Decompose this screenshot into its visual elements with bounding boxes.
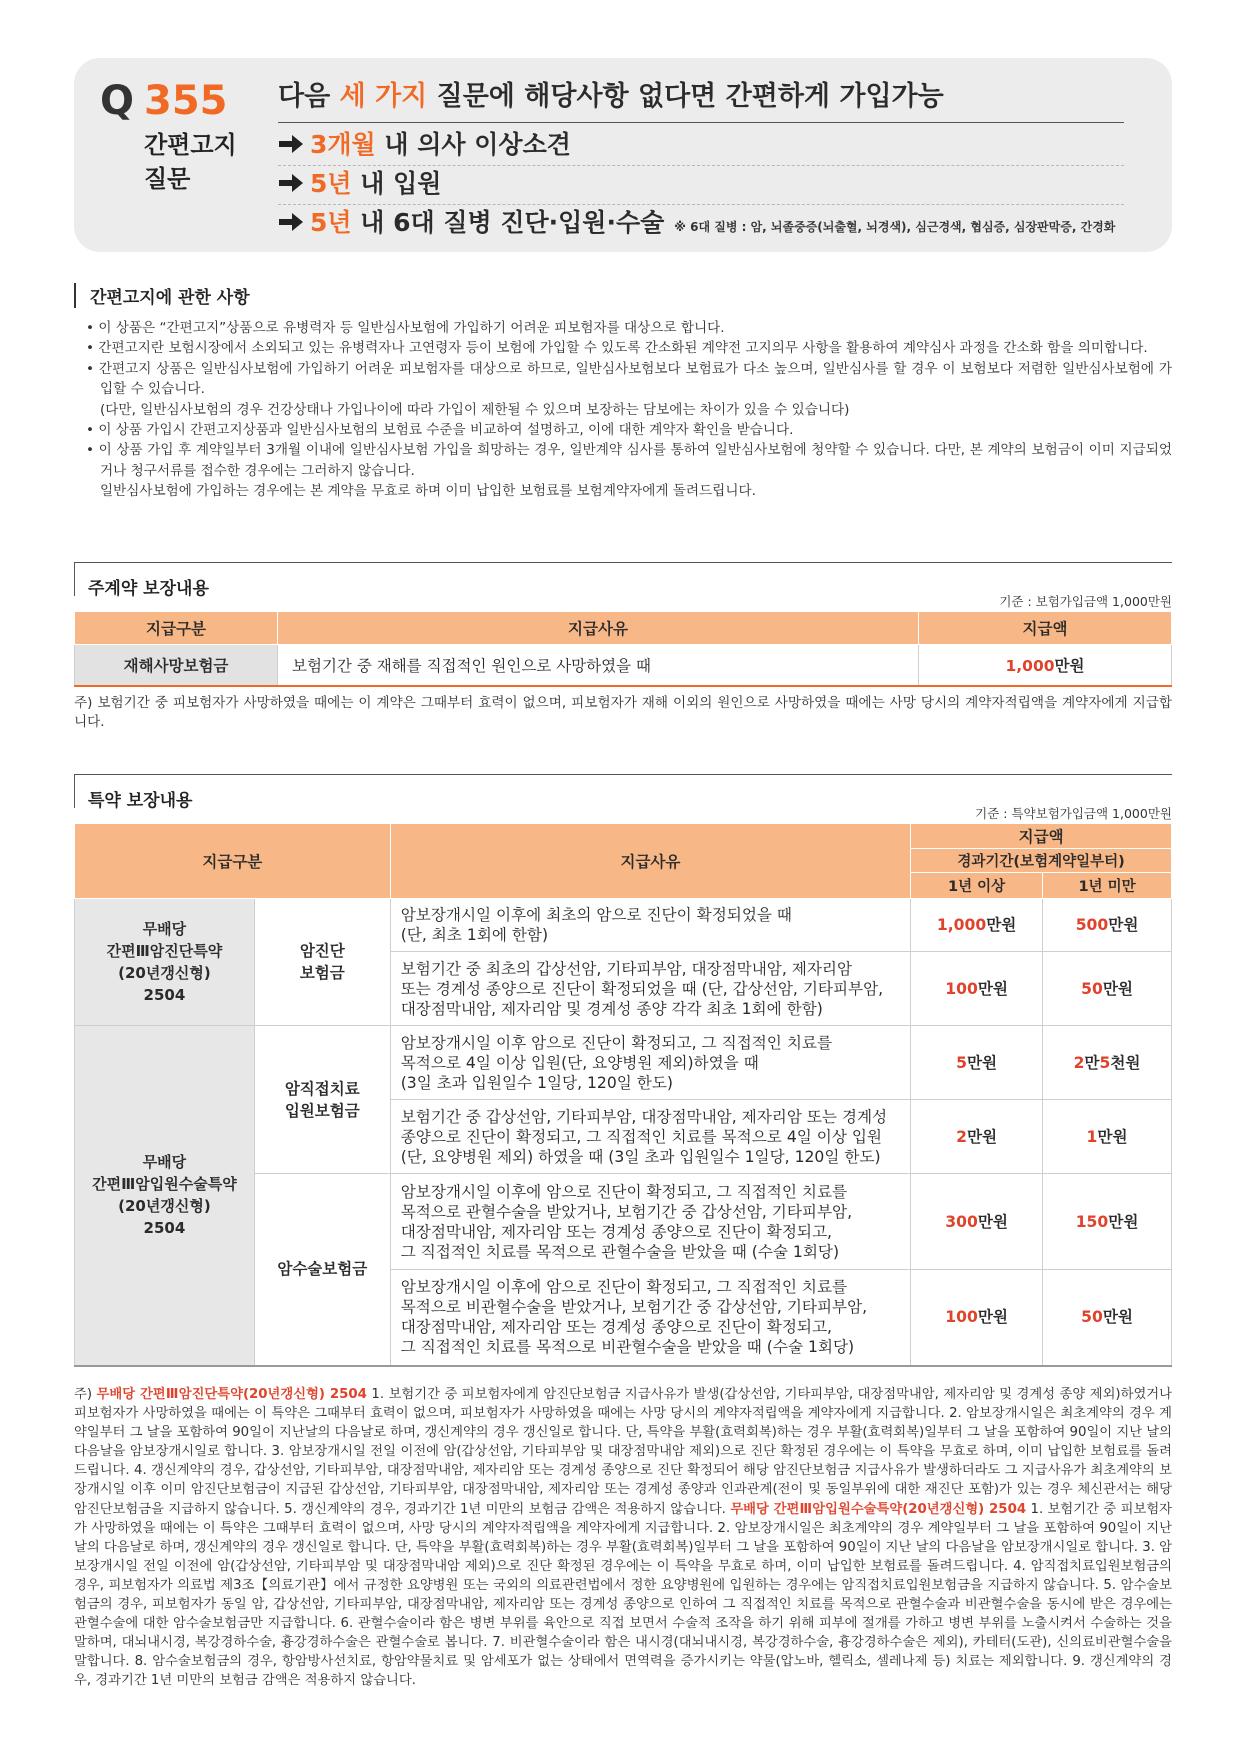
right-arrow-icon	[278, 213, 304, 231]
notice-list	[86, 318, 1172, 502]
column-header: 경과기간(보험계약일부터)	[911, 849, 1172, 873]
basis-note: 기준 : 보험가입금액 1,000만원	[999, 594, 1172, 609]
section-heading-main-contract: 주계약 보장내용	[88, 579, 209, 599]
question-title: 다음 세 가지 질문에 해당사항 없다면 간편하게 가입가능	[278, 74, 1124, 123]
list-item: • 이 상품 가입시 간편고지상품과 일반심사보험의 보험료 수준을 비교하여 설명하고, 이에 대한 계약자 확인을 받습니다.	[86, 422, 794, 439]
question-type: 간편고지 질문	[144, 131, 237, 193]
column-header: 지급구분	[75, 824, 391, 899]
column-header: 1년 이상	[911, 873, 1043, 899]
column-header: 지급사유	[278, 612, 919, 645]
column-header: 1년 미만	[1043, 873, 1172, 899]
column-header: 지급구분	[75, 612, 278, 645]
question-box	[74, 58, 1172, 252]
table-row: 재해사망보험금 보험기간 중 재해를 직접적인 원인으로 사망하였을 때 1,000만원	[75, 645, 1172, 687]
question-item: 5년 내 6대 질병 진단·입원·수술 ※ 6대 질병 : 암, 뇌졸중증(뇌출혈, 뇌경색), 심근경색, 협심증, 심장판막증, 간경화	[278, 203, 1124, 243]
section-divider	[74, 562, 1172, 563]
table-row: 보험기간 중 갑상선암, 기타피부암, 대장점막내암, 제자리암 또는 경계성 종양으로 진단이 확정되고, 그 직접적인 치료를 목적으로 4일 이상 입원 (단, 요양병원 제외) 하였을 때 (3일 초과 입원일수 1일당, 120일 한도) 2만원 1만원	[75, 1100, 1172, 1174]
question-number: Q 355	[100, 78, 228, 124]
section-divider	[74, 774, 1172, 775]
benefit-name: 암수술보험금	[254, 1174, 390, 1366]
question-item: 5년 내 입원	[278, 164, 1124, 205]
table-row: 무배당 간편Ⅲ암입원수술특약 (20년갱신형) 2504 암직접치료 입원보험금 암보장개시일 이후 암으로 진단이 확정되고, 그 직접적인 치료를 목적으로 4일 이상 입원(단, 요양병원 제외)하였을 때 (3일 초과 입원일수 1일당, 120일 한도) 5만원 2만5천원	[75, 1026, 1172, 1100]
disease-footnote: ※ 6대 질병 : 암, 뇌졸중증(뇌출혈, 뇌경색), 심근경색, 협심증, 심장판막증, 간경화	[674, 220, 1116, 234]
benefit-name: 암직접치료 입원보험금	[254, 1026, 390, 1174]
rider-table	[74, 823, 1172, 1367]
list-item: • 이 상품 가입 후 계약일부터 3개월 이내에 일반심사보험 가입을 희망하는 경우, 일반계약 심사를 통하여 일반심사보험에 청약할 수 있습니다. 다만, 본 계약의 보험금이 이미 지급되었거나 청구서류를 접수한 경우에는 그러하지 않습니다.	[86, 442, 1172, 479]
list-item: • 이 상품은 “간편고지”상품으로 유병력자 등 일반심사보험에 가입하기 어려운 피보험자를 대상으로 합니다.	[86, 320, 725, 336]
basis-note: 기준 : 특약보험가입금액 1,000만원	[975, 806, 1172, 821]
table-row: 보험기간 중 최초의 갑상선암, 기타피부암, 대장점막내암, 제자리암 또는 경계성 종양으로 진단이 확정되었을 때 (단, 갑상선암, 기타피부암, 대장점막내암, 제자리암 및 경계성 종양 각각 최초 1회에 한함) 100만원 50만원	[75, 952, 1172, 1026]
table-row: 암수술보험금 암보장개시일 이후에 암으로 진단이 확정되고, 그 직접적인 치료를 목적으로 관혈수술을 받았거나, 보험기간 중 갑상선암, 기타피부암, 대장점막내암, 제자리암 또는 경계성 종양으로 진단이 확정되고, 그 직접적인 치료를 목적으로 관혈수술을 받았을 때 (수술 1회당) 300만원 150만원	[75, 1174, 1172, 1270]
column-header: 지급사유	[390, 824, 910, 899]
rider-name: 무배당 간편Ⅲ암입원수술특약 (20년갱신형) 2504	[75, 1026, 255, 1366]
benefit-name: 암진단 보험금	[254, 899, 390, 1026]
section-heading-rider: 특약 보장내용	[88, 791, 193, 811]
column-header: 지급액	[911, 824, 1172, 849]
list-subnote: (다만, 일반심사보험의 경우 건강상태나 가입나이에 따라 가입이 제한될 수 있으며 보장하는 담보에는 차이가 있을 수 있습니다)	[100, 401, 850, 418]
rider-note: 주) 무배당 간편Ⅲ암진단특약(20년갱신형) 2504 1. 보험기간 중 피보험자에게 암진단보험금 지급사유가 발생(갑상선암, 기타피부암, 대장점막내암, 제자리암 및 경계성 종양 제외)하였거나 피보험자가 사망하였을 때에는 이 특약은 그때부터 효력이 없으며, 피보험자가 사망하였을 때에는 사망 당시의 계약자적립액을 계약자에게 지급합니다. 2. 암보장개시일은 최초계약의 경우 계약일부터 그 날을 포함하여 90일이 지난날의 다음날로 하며, 갱신계약의 경우 갱신일로 합니다. 단, 특약을 부활(효력회복)하는 경우 부활(효력회복)일부터 그 날을 포함하여 90일이 지난 날의 다음날을 암보장개시일로 합니다. 3. 암보장개시일 전일 이전에 암(갑상선암, 기타피부암 및 대장점막내암 제외)으로 진단 확정된 경우에는 이 특약을 무효로 하며, 이미 납입한 보험료를 돌려드립니다. 4. 갱신계약의 경우, 갑상선암, 기타피부암, 대장점막내암, 제자리암 또는 경계성 종양으로 진단 확정되어 해당 암진단보험금 지급사유가 발생하더라도 그 지급사유가 최초계약의 보장개시일 이후 이미 암진단보험금이 지급된 갑상선암, 기타피부암, 대장점막내암, 제자리암 또는 경계성 종양과 인과관계(전이 및 동일부위에 대한 재진단 포함)가 있는 경우 체신관서는 해당 암진단보험금을 지급하지 않습니다. 5. 갱신계약의 경우, 경과기간 1년 미만의 보험금 감액은 적용하지 않습니다. 무배당 간편Ⅲ암입원수술특약(20년갱신형) 2504 1. 보험기간 중 피보험자가 사망하였을 때에는 이 특약은 그때부터 효력이 없으며, 사망 당시의 계약자적립액을 계약자에게 지급합니다. 2. 암보장개시일은 최초계약의 경우 계약일부터 그 날을 포함하여 90일이 지난날의 다음날로 하며, 갱신계약의 경우 갱신일로 합니다. 단, 특약을 부활(효력회복)하는 경우 부활(효력회복)일부터 그 날을 포함하여 90일이 지난 날의 다음날을 암보장개시일로 합니다. 3. 암보장개시일 전일 이전에 암(갑상선암, 기타피부암 및 대장점막내암 제외)으로 진단 확정된 경우에는 이 특약을 무효로 하며, 이미 납입한 보험료를 돌려드립니다. 4. 암직접치료입원보험금의 경우, 피보험자가 의료법 제3조【의료기관】에서 규정한 요양병원 또는 국외의 의료관련법에서 정한 요양병원에 입원하는 경우에는 암직접치료입원보험금을 지급하지 않습니다. 5. 암수술보험금의 경우, 피보험자가 동일 암, 갑상선암, 기타피부암, 대장점막내암, 제자리암 또는 경계성 종양으로 인하여 그 직접적인 치료를 목적으로 관혈수술과 비관혈수술을 동시에 받은 경우에는 관혈수술에 대한 암수술보험금만 지급합니다. 6. 관혈수술이라 함은 병변 부위를 육안으로 직접 보면서 수술적 조작을 하기 위해 피부에 절개를 가하고 병변 부위를 노출시켜서 수술하는 것을 말하며, 대뇌내시경, 복강경하수술, 흉강경하수술은 관혈수술로 봅니다. 7. 비관혈수술이라 함은 내시경(대뇌내시경, 복강경하수술, 흉강경하수술은 제외), 카테터(도관), 신의료비관혈수술을 말합니다. 8. 암수술보험금의 경우, 항암방사선치료, 항암약물치료 및 암세포가 없는 상태에서 면역력을 증가시키는 약물(압노바, 헬릭소, 셀레나제 등) 치료는 제외합니다. 9. 갱신계약의 경우, 경과기간 1년 미만의 보험금 감액은 적용하지 않습니다.	[74, 1387, 1173, 1689]
right-arrow-icon	[278, 135, 304, 153]
list-subnote: 일반심사보험에 가입하는 경우에는 본 계약을 무효로 하며 이미 납입한 보험료를 보험계약자에게 돌려드립니다.	[100, 483, 756, 500]
main-contract-note: 주) 보험기간 중 피보험자가 사망하였을 때에는 이 계약은 그때부터 효력이 없으며, 피보험자가 재해 이외의 원인으로 사망하였을 때에는 사망 당시의 계약자적립액을 계약자에게 지급합니다.	[74, 695, 1172, 730]
rider-name: 무배당 간편Ⅲ암진단특약 (20년갱신형) 2504	[75, 899, 255, 1026]
table-row: 무배당 간편Ⅲ암진단특약 (20년갱신형) 2504 암진단 보험금 암보장개시일 이후에 최초의 암으로 진단이 확정되었을 때 (단, 최초 1회에 한함) 1,000만원 500만원	[75, 899, 1172, 952]
list-item: • 간편고지란 보험시장에서 소외되고 있는 유병력자나 고연령자 등이 보험에 가입할 수 있도록 간소화된 계약전 고지의무 사항을 활용하여 계약심사 과정을 간소화 함을 의미합니다.	[86, 340, 1148, 357]
section-heading-simple-notice: 간편고지에 관한 사항	[74, 283, 250, 308]
column-header: 지급액	[919, 612, 1172, 645]
right-arrow-icon	[278, 174, 304, 192]
main-contract-table	[74, 611, 1172, 687]
question-item: 3개월 내 의사 이상소견	[278, 125, 1124, 166]
list-item: • 간편고지 상품은 일반심사보험에 가입하기 어려운 피보험자를 대상으로 하므로, 일반심사보험보다 보험료가 다소 높으며, 일반심사를 할 경우 이 보험보다 저렴한 일반심사보험에 가입할 수 있습니다.	[86, 360, 1172, 398]
table-row: 암보장개시일 이후에 암으로 진단이 확정되고, 그 직접적인 치료를 목적으로 비관혈수술을 받았거나, 보험기간 중 갑상선암, 기타피부암, 대장점막내암, 제자리암 또는 경계성 종양으로 진단이 확정되고, 그 직접적인 치료를 목적으로 비관혈수술을 받았을 때 (수술 1회당) 100만원 50만원	[75, 1270, 1172, 1366]
